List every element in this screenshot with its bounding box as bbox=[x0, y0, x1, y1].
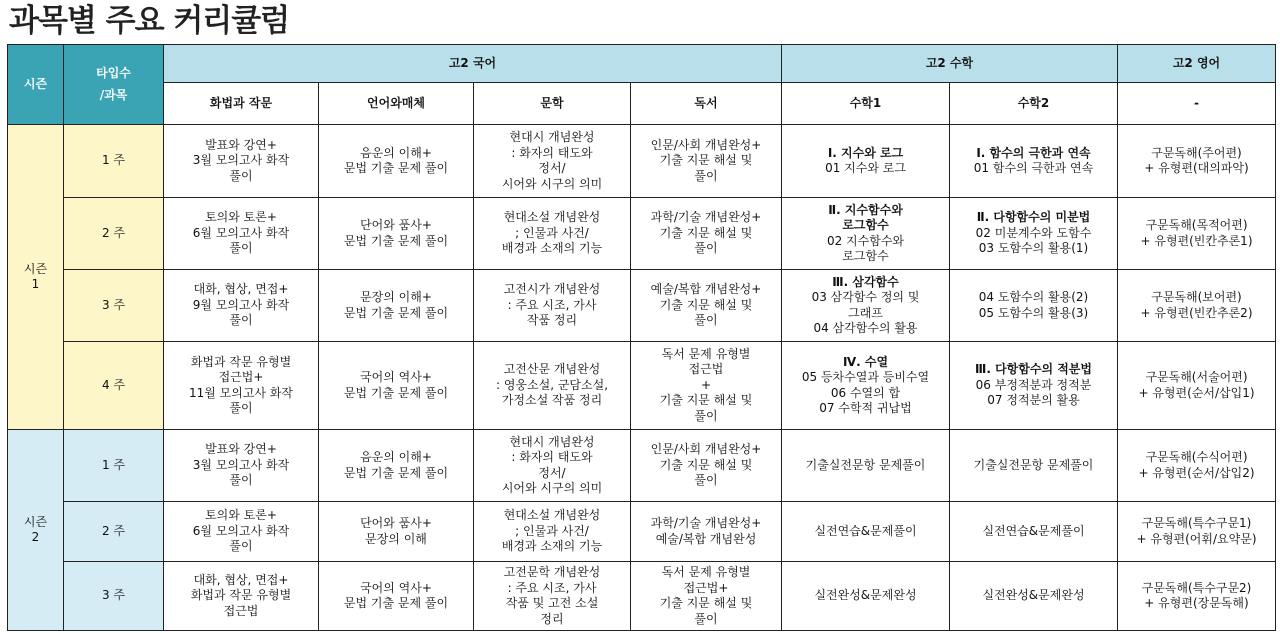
table-cell bbox=[950, 430, 1118, 502]
cell-line: + bbox=[700, 377, 712, 392]
cell-line: 3월 모의고사 화작 bbox=[192, 457, 290, 472]
cell-line: 구문독해(수식어편) bbox=[1145, 450, 1248, 464]
cell-line: 단어와 품사+ bbox=[360, 516, 432, 530]
subject-header: - bbox=[1118, 83, 1276, 125]
table-cell bbox=[631, 562, 782, 631]
week-label: 2 주 bbox=[64, 198, 164, 270]
week-label: 3 주 bbox=[64, 270, 164, 342]
cell-line: 기출 지문 해설 및 bbox=[659, 153, 753, 168]
cell-line: 토의와 토론+ bbox=[205, 508, 277, 523]
cell-line: 문법 기출 문제 풀이 bbox=[343, 161, 449, 175]
cell-line: : 화자의 태도와 bbox=[511, 145, 593, 160]
table-cell bbox=[782, 342, 950, 430]
cell-line: 풀이 bbox=[694, 408, 718, 423]
cell-line: 정서/ bbox=[538, 465, 566, 480]
cell-line: 대화, 협상, 면접+ bbox=[193, 282, 289, 297]
table-cell bbox=[474, 125, 631, 198]
cell-line: 발표와 강연+ bbox=[205, 442, 277, 457]
cell-line: 02 지수함수와 bbox=[826, 233, 905, 248]
cell-line: 풀이 bbox=[229, 539, 253, 554]
season-label-line: 시즌 bbox=[23, 261, 48, 276]
cell-line: 실전연습&문제풀이 bbox=[982, 523, 1085, 538]
cell-line: 과학/기술 개념완성+ bbox=[650, 210, 762, 225]
cell-line: 기출실전문항 문제풀이 bbox=[973, 457, 1094, 472]
cell-line: 가정소설 작품 정리 bbox=[501, 393, 603, 408]
cell-line: 풀이 bbox=[229, 241, 253, 256]
cell-line: + 유형편(어휘/요약문) bbox=[1136, 531, 1257, 546]
cell-line: + 유형편(대의파악) bbox=[1144, 161, 1249, 175]
cell-line: ; 인물과 사건/ bbox=[515, 225, 589, 240]
cell-line: 그래프 bbox=[848, 305, 883, 320]
week-label: 1 주 bbox=[64, 430, 164, 502]
cell-line: 로그함수 bbox=[842, 218, 889, 232]
season-label-line: 시즌 bbox=[23, 514, 48, 529]
table-cell bbox=[631, 198, 782, 270]
table-cell bbox=[319, 502, 474, 562]
cell-line: 현대소설 개념완성 bbox=[503, 210, 601, 225]
table-cell bbox=[631, 342, 782, 430]
cell-line: 국어의 역사+ bbox=[360, 370, 432, 384]
cell-line: 고전시가 개념완성 bbox=[503, 282, 601, 297]
cell-line: : 주요 시조, 가사 bbox=[507, 297, 597, 312]
cell-line: 배경과 소재의 기능 bbox=[501, 241, 603, 256]
table-cell bbox=[950, 198, 1118, 270]
cell-line: 단어와 품사+ bbox=[360, 218, 432, 232]
cell-line: 문법 기출 문제 풀이 bbox=[343, 305, 449, 320]
cell-line: Ⅳ. 수열 bbox=[842, 354, 889, 369]
cell-line: 풀이 bbox=[229, 313, 253, 328]
cell-line: 02 미분계수와 도함수 bbox=[975, 225, 1092, 240]
cell-line: 문법 기출 문제 풀이 bbox=[343, 233, 449, 248]
cell-line: 구문독해(주어편) bbox=[1151, 145, 1242, 160]
table-cell bbox=[782, 430, 950, 502]
table-cell bbox=[950, 502, 1118, 562]
cell-line: 구문독해(특수구문2) bbox=[1141, 580, 1252, 595]
table-row bbox=[8, 342, 1276, 430]
cell-line: : 영웅소설, 군담소설, bbox=[495, 377, 609, 392]
cell-line: 현대소설 개념완성 bbox=[503, 508, 601, 523]
cell-line: Ⅱ. 지수함수와 bbox=[828, 202, 903, 217]
cell-line: 06 부정적분과 정적분 bbox=[975, 377, 1092, 392]
cell-line: 음운의 이해+ bbox=[360, 450, 432, 464]
cell-line: 04 도함수의 활용(2) bbox=[978, 290, 1089, 304]
cell-line: ; 인물과 사건/ bbox=[515, 523, 589, 538]
table-cell bbox=[1118, 342, 1276, 430]
cell-line: 구문독해(목적어편) bbox=[1145, 218, 1248, 232]
table-cell bbox=[319, 562, 474, 631]
cell-line: + 유형편(순서/삽입1) bbox=[1138, 385, 1255, 400]
cell-line: 문장의 이해 bbox=[365, 531, 427, 546]
table-cell bbox=[164, 342, 319, 430]
cell-line: 인문/사회 개념완성+ bbox=[650, 137, 762, 152]
table-cell bbox=[782, 562, 950, 631]
table-cell bbox=[164, 198, 319, 270]
cell-line: 과학/기술 개념완성+ bbox=[650, 516, 762, 530]
table-row bbox=[8, 430, 1276, 502]
cell-line: 작품 정리 bbox=[526, 313, 578, 328]
table-cell bbox=[1118, 270, 1276, 342]
cell-line: 접근법+ bbox=[683, 580, 729, 595]
cell-line: 구문독해(보어편) bbox=[1151, 290, 1242, 304]
table-cell bbox=[782, 270, 950, 342]
table-cell bbox=[1118, 125, 1276, 198]
cell-line: 고전산문 개념완성 bbox=[503, 362, 601, 377]
cell-line: 예술/복합 개념완성+ bbox=[650, 282, 762, 297]
table-cell bbox=[474, 270, 631, 342]
table-cell bbox=[950, 562, 1118, 631]
table-cell bbox=[1118, 502, 1276, 562]
cell-line: 03 삼각함수 정의 및 bbox=[811, 290, 920, 304]
cell-line: 풀이 bbox=[229, 168, 253, 183]
table-cell bbox=[631, 502, 782, 562]
week-label: 2 주 bbox=[64, 502, 164, 562]
table-cell bbox=[1118, 562, 1276, 631]
curriculum-table bbox=[7, 44, 1276, 631]
table-cell bbox=[164, 430, 319, 502]
season-label bbox=[8, 125, 64, 430]
cell-line: 3월 모의고사 화작 bbox=[192, 153, 290, 168]
cell-line: 접근법 bbox=[688, 362, 724, 377]
cell-line: 시어와 시구의 의미 bbox=[501, 176, 603, 191]
cell-line: 03 도함수의 활용(1) bbox=[978, 241, 1089, 256]
table-cell bbox=[631, 125, 782, 198]
cell-line: 화법과 작문 유형별 bbox=[190, 588, 292, 603]
group-header-korean: 고2 국어 bbox=[164, 45, 782, 83]
cell-line: 인문/사회 개념완성+ bbox=[650, 442, 762, 457]
group-header-english: 고2 영어 bbox=[1118, 45, 1276, 83]
cell-line: 6월 모의고사 화작 bbox=[192, 523, 290, 538]
table-cell bbox=[164, 562, 319, 631]
cell-line: 06 수열의 합 bbox=[830, 385, 901, 400]
cell-line: + 유형편(빈칸추론1) bbox=[1140, 233, 1253, 248]
cell-line: 접근법+ bbox=[218, 370, 264, 384]
cell-line: 기출 지문 해설 및 bbox=[659, 297, 753, 312]
cell-line: 문법 기출 문제 풀이 bbox=[343, 465, 449, 480]
cell-line: 풀이 bbox=[229, 401, 253, 415]
cell-line: 풀이 bbox=[694, 313, 718, 328]
cell-line: 9월 모의고사 화작 bbox=[192, 297, 290, 312]
cell-line: 발표와 강연+ bbox=[205, 137, 277, 152]
table-cell bbox=[319, 270, 474, 342]
table-cell bbox=[950, 342, 1118, 430]
table-cell bbox=[164, 125, 319, 198]
cell-line: 풀이 bbox=[694, 241, 718, 256]
table-cell bbox=[319, 342, 474, 430]
cell-line: 기출실전문항 문제풀이 bbox=[805, 457, 926, 472]
table-cell bbox=[319, 125, 474, 198]
table-cell bbox=[164, 270, 319, 342]
table-row bbox=[8, 125, 1276, 198]
cell-line: 기출 지문 해설 및 bbox=[659, 393, 753, 408]
table-cell bbox=[474, 430, 631, 502]
cell-line: 01 함수의 극한과 연속 bbox=[973, 161, 1094, 175]
cell-line: + 유형편(장문독해) bbox=[1144, 596, 1249, 610]
cell-line: Ⅱ. 다항함수의 미분법 bbox=[976, 210, 1091, 225]
cell-line: 풀이 bbox=[694, 473, 718, 488]
cell-line: 풀이 bbox=[694, 611, 718, 626]
week-label: 3 주 bbox=[64, 562, 164, 631]
season-label-number: 1 bbox=[31, 277, 40, 291]
subject-header: 화법과 작문 bbox=[164, 83, 319, 125]
type-header-line2: /과목 bbox=[99, 87, 128, 102]
subject-header: 문학 bbox=[474, 83, 631, 125]
type-header-line1: 타입수 bbox=[96, 66, 131, 80]
cell-line: 토의와 토론+ bbox=[205, 210, 277, 225]
table-cell bbox=[164, 502, 319, 562]
cell-line: 문법 기출 문제 풀이 bbox=[343, 385, 449, 400]
cell-line: 독서 문제 유형별 bbox=[661, 565, 751, 579]
table-cell bbox=[782, 502, 950, 562]
cell-line: 05 등차수열과 등비수열 bbox=[801, 370, 930, 384]
cell-line: 실전완성&문제완성 bbox=[814, 588, 917, 603]
season-label bbox=[8, 430, 64, 631]
table-cell bbox=[474, 198, 631, 270]
cell-line: 문장의 이해+ bbox=[360, 290, 432, 304]
cell-line: 화법과 작문 유형별 bbox=[190, 354, 292, 369]
subject-header: 수학2 bbox=[950, 83, 1118, 125]
cell-line: 실전완성&문제완성 bbox=[982, 588, 1085, 603]
page-title: 과목별 주요 커리큘럼 bbox=[9, 3, 290, 39]
cell-line: 기출 지문 해설 및 bbox=[659, 225, 753, 240]
table-row bbox=[8, 270, 1276, 342]
header-row-groups bbox=[8, 45, 1276, 83]
cell-line: 국어의 역사+ bbox=[360, 580, 432, 595]
table-cell bbox=[319, 198, 474, 270]
cell-line: 작품 및 고전 소설 bbox=[505, 596, 599, 610]
cell-line: 구문독해(특수구문1) bbox=[1141, 516, 1252, 530]
week-label: 4 주 bbox=[64, 342, 164, 430]
cell-line: 로그함수 bbox=[842, 249, 889, 263]
cell-line: 배경과 소재의 기능 bbox=[501, 539, 603, 554]
cell-line: Ⅰ. 함수의 극한과 연속 bbox=[976, 145, 1091, 160]
cell-line: 기출 지문 해설 및 bbox=[659, 596, 753, 610]
cell-line: 07 수학적 귀납법 bbox=[819, 401, 912, 415]
cell-line: 접근법 bbox=[223, 603, 259, 618]
cell-line: 대화, 협상, 면접+ bbox=[193, 572, 289, 587]
cell-line: 시어와 시구의 의미 bbox=[501, 481, 603, 495]
cell-line: + 유형편(순서/삽입2) bbox=[1138, 465, 1255, 480]
week-label: 1 주 bbox=[64, 125, 164, 198]
table-cell bbox=[319, 430, 474, 502]
season-header: 시즌 bbox=[8, 45, 64, 125]
cell-line: 풀이 bbox=[229, 473, 253, 488]
cell-line: 구문독해(서술어편) bbox=[1145, 370, 1248, 384]
cell-line: 01 지수와 로그 bbox=[825, 161, 906, 175]
table-row bbox=[8, 198, 1276, 270]
table-row bbox=[8, 502, 1276, 562]
cell-line: 05 도함수의 활용(3) bbox=[978, 305, 1089, 320]
cell-line: 예술/복합 개념완성 bbox=[655, 531, 757, 546]
cell-line: Ⅲ. 다항함수의 적분법 bbox=[975, 362, 1092, 377]
header-row-subjects bbox=[8, 83, 1276, 125]
type-header bbox=[64, 45, 164, 125]
table-cell bbox=[474, 342, 631, 430]
subject-header: 독서 bbox=[631, 83, 782, 125]
table-cell bbox=[782, 198, 950, 270]
cell-line: : 주요 시조, 가사 bbox=[507, 580, 597, 595]
cell-line: + 유형편(빈칸추론2) bbox=[1140, 305, 1253, 320]
table-cell bbox=[631, 270, 782, 342]
cell-line: 11월 모의고사 화작 bbox=[188, 385, 294, 400]
cell-line: 현대시 개념완성 bbox=[509, 130, 595, 144]
cell-line: 04 삼각함수의 활용 bbox=[813, 321, 918, 335]
cell-line: 현대시 개념완성 bbox=[509, 434, 595, 449]
cell-line: Ⅲ. 삼각함수 bbox=[832, 274, 899, 289]
table-cell bbox=[950, 270, 1118, 342]
cell-line: 07 정적분의 활용 bbox=[987, 393, 1080, 408]
cell-line: 독서 문제 유형별 bbox=[661, 346, 751, 361]
table-cell bbox=[782, 125, 950, 198]
cell-line: 기출 지문 해설 및 bbox=[659, 457, 753, 472]
table-cell bbox=[474, 502, 631, 562]
cell-line: 6월 모의고사 화작 bbox=[192, 225, 290, 240]
subject-header: 수학1 bbox=[782, 83, 950, 125]
table-cell bbox=[474, 562, 631, 631]
cell-line: Ⅰ. 지수와 로그 bbox=[827, 145, 904, 160]
cell-line: 정서/ bbox=[538, 161, 566, 175]
table-cell bbox=[1118, 430, 1276, 502]
cell-line: 풀이 bbox=[694, 168, 718, 183]
subject-header: 언어와매체 bbox=[319, 83, 474, 125]
cell-line: 문법 기출 문제 풀이 bbox=[343, 596, 449, 610]
cell-line: 음운의 이해+ bbox=[360, 145, 432, 160]
table-row bbox=[8, 562, 1276, 631]
table-cell bbox=[950, 125, 1118, 198]
cell-line: 고전문학 개념완성 bbox=[503, 565, 601, 579]
cell-line: : 화자의 태도와 bbox=[511, 450, 593, 464]
cell-line: 정리 bbox=[540, 611, 564, 626]
cell-line: 실전연습&문제풀이 bbox=[814, 523, 917, 538]
group-header-math: 고2 수학 bbox=[782, 45, 1118, 83]
table-cell bbox=[631, 430, 782, 502]
table-cell bbox=[1118, 198, 1276, 270]
season-label-number: 2 bbox=[31, 530, 40, 544]
